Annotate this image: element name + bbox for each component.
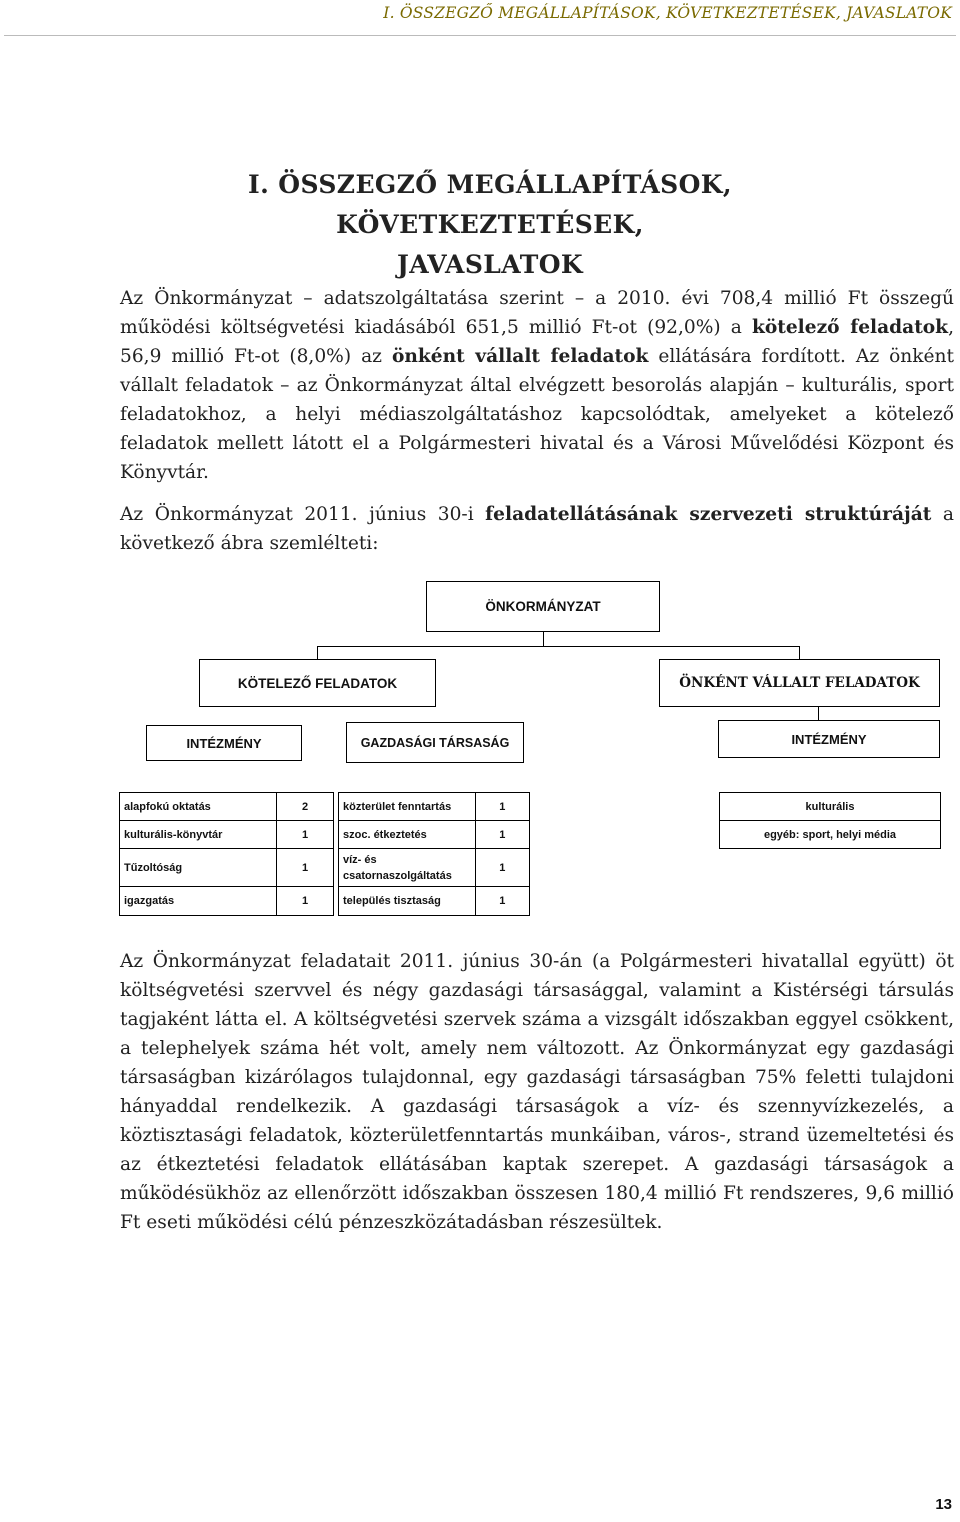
company-table [338,792,530,916]
table-row [120,887,334,916]
connector-branch [317,646,799,647]
table-cell-label: alapfokú oktatás [120,793,277,821]
table-row [120,821,334,849]
table-row [339,821,530,849]
connector-left-down [317,646,318,659]
p1-text-1: Az Önkormányzat – adatszolgáltatása szerint – a 2010. évi 708,4 millió Ft összegű működési költségvetési kiadásából 651,5 millió Ft-ot (92,0%) a [120,288,954,338]
table-row [720,821,941,849]
page-number: 13 [935,1496,952,1513]
institution-table [119,792,334,916]
table-cell-label: Tűzoltóság [120,849,277,887]
paragraph-budget [120,284,954,487]
org-institution-left-box: INTÉZMÉNY [146,725,302,761]
table-cell-count: 2 [277,793,334,821]
p2-text-1: Az Önkormányzat 2011. június 30-i [120,504,486,525]
table-cell-count: 1 [277,887,334,916]
paragraph-organizations: Az Önkormányzat feladatait 2011. június 30-án (a Polgármesteri hivatallal együtt) öt költségvetési szervvel és négy gazdasági társasággal, valamint a Kistérségi társulás tagjaként látta el. A költségvetési szervek száma a vizsgált időszakban eggyel csökkent, a telephelyek száma hét volt, amely nem változott. Az Önkormányzat egy gazdasági társaságban kizárólagos tulajdonnal, egy gazdasági társaságban 75% feletti tulajdoni hányaddal rendelkezik. A gazdasági társaságok a víz- és szennyvízkezelés, a köztisztasági feladatok, közterületfenntartás munkáiban, város-, strand üzemeltetési és az étkeztetési feladatok ellátásában kaptak szerepet. A gazdasági társaságok a működésükhöz az ellenőrzött időszakban összesen 180,4 millió Ft rendszeres, 9,6 millió Ft eseti működési célú pénzeszközátadásban részesültek. [120,951,954,1233]
table-row [120,849,334,887]
table-cell-label: szoc. étkeztetés [339,821,476,849]
table-cell-count: 1 [475,849,529,887]
p1-text-2: , 56,9 millió Ft-ot (8,0%) az [120,317,954,367]
paragraph-structure-intro [120,500,954,558]
page-title-line-2: JAVASLATOK [396,250,584,279]
table-cell-count: 1 [475,793,529,821]
org-voluntary-box: ÖNKÉNT VÁLLALT FELADATOK [659,659,940,707]
table-cell-label: igazgatás [120,887,277,916]
table-cell-count: 1 [277,821,334,849]
table-cell-label: közterület fenntartás [339,793,476,821]
table-cell-count: 1 [475,821,529,849]
org-institution-right-box: INTÉZMÉNY [718,720,940,758]
connector-onkent-intezmeny [818,707,819,720]
table-row [339,887,530,916]
connector-root-down [543,632,544,646]
p1-bold-mandatory-tasks: kötelező feladatok [751,317,949,338]
page-title-line-1: I. ÖSSZEGZŐ MEGÁLLAPÍTÁSOK, KÖVETKEZTETÉSEK, [247,170,733,239]
table-row [120,793,334,821]
page-title [100,165,880,285]
table-cell-label: egyéb: sport, helyi média [720,821,941,849]
table-cell-label: víz- és csatornaszolgáltatás [339,849,476,887]
table-cell-label: település tisztaság [339,887,476,916]
p2-bold-structure: feladatellátásának szervezeti struktúráját [485,504,932,525]
table-cell-label: kulturális-könyvtár [120,821,277,849]
header-divider [4,35,956,36]
org-mandatory-box: KÖTELEZŐ FELADATOK [199,659,436,707]
p1-text-3: ellátására fordított. Az önként vállalt feladatok – az Önkormányzat által elvégzett besorolás alapján – kulturális, sport feladatokhoz, a helyi médiaszolgáltatáshoz kapcsolódtak, amelyeket a kötelező feladatok mellett látott el a Polgármesteri hivatal és a Városi Művelődési Központ és Könyvtár. [120,346,955,483]
voluntary-institution-table [719,792,941,849]
org-company-box: GAZDASÁGI TÁRSASÁG [346,722,524,763]
table-cell-label: kulturális [720,793,941,821]
table-cell-count: 1 [475,887,529,916]
table-cell-count: 1 [277,849,334,887]
connector-right-down [799,646,800,659]
table-row [339,849,530,887]
table-row [339,793,530,821]
org-root-box: ÖNKORMÁNYZAT [426,581,660,632]
p1-bold-voluntary-tasks: önként vállalt feladatok [391,346,649,367]
table-row [720,793,941,821]
p2-text-2: a következő ábra szemlélteti: [120,504,954,554]
running-header: I. ÖSSZEGZŐ MEGÁLLAPÍTÁSOK, KÖVETKEZTETÉSEK, JAVASLATOK [383,4,952,22]
